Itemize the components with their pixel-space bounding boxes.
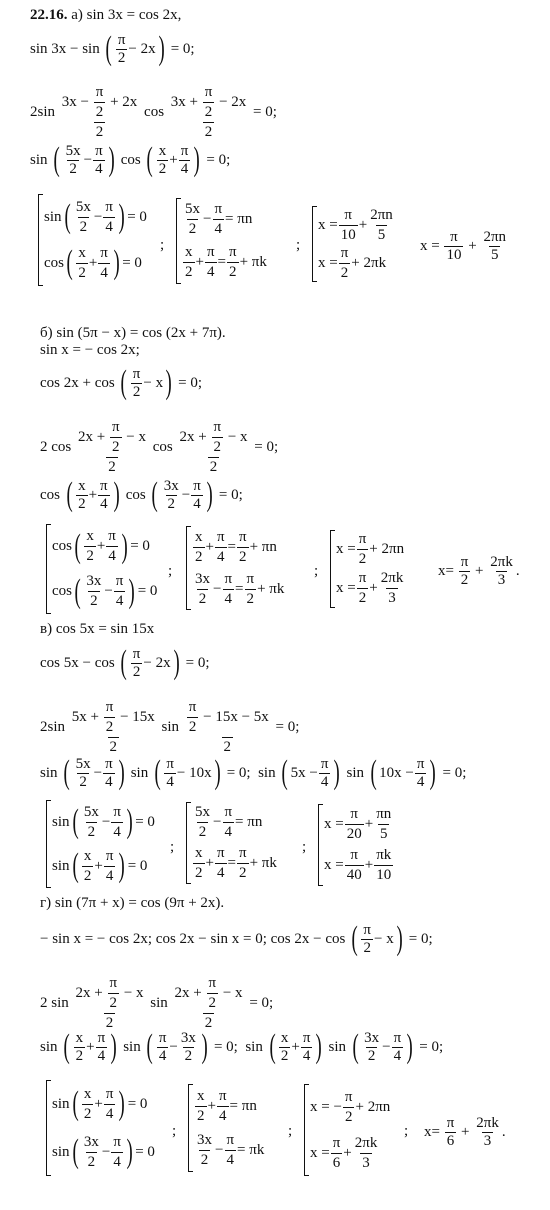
part-a-line-1-end: = 0;	[170, 40, 195, 57]
part-g-line-1-end: = 0;	[408, 930, 433, 947]
part-a-system-1: sin ( 5x 2 − π 4 ) = 0 cos ( x 2 + π 4 ) = 0	[38, 194, 147, 286]
part-b-line-2-text: cos 2x + cos	[40, 374, 115, 391]
part-b-line-2-end: = 0;	[178, 374, 203, 391]
part-v-line-3: sin ( 5x 2 − π 4 ) sin ( π 4 − 10x ) = 0; sin ( 5x − π 4 ) sin ( 10x − π 4 ) = 0;	[40, 754, 467, 791]
problem-number: 22.16.	[30, 7, 68, 23]
part-b-line-4: cos ( x 2 + π 4 ) cos ( 3x 2 − π 4 ) = 0;	[40, 476, 243, 513]
part-g-system-3: x = − π 2 + 2πn x = π 6 + 2πk 3	[304, 1084, 390, 1176]
part-v-label: в) cos 5x = sin 15x	[40, 621, 155, 637]
part-a-label: а) sin 3x = cos 2x,	[71, 7, 182, 23]
part-a-line-3-end: = 0;	[206, 151, 231, 168]
part-a-answer: x = $\frac{\pi}{10}$ + $\frac{2\pi n}{5}$	[420, 229, 507, 263]
part-b-system-2: x 2 + π 4 = π 2 + πn 3x 2 − π 4 = π 2 + πk	[186, 526, 284, 610]
part-a-system-3: x = π 10 + 2πn 5 x = π 2 + 2πk	[312, 206, 396, 282]
part-v-line-1-text: cos 5x − cos	[40, 654, 115, 671]
part-g-line-1-text: − sin x = − cos 2x; cos 2x − sin x = 0; cos 2x − cos	[40, 930, 346, 947]
part-v-system-2: 5x 2 − π 4 = πn x 2 + π 4 = π 2 + πk	[186, 802, 277, 884]
part-v-system-3: x = π 20 + πn 5 x = π 40 + πk 10	[318, 804, 394, 886]
part-g-line-3: sin ( x 2 + π 4 ) sin ( π 4 − 3x 2 ) = 0; sin ( x 2 + π 4 ) sin ( 3x 2 − π 4 ) = 0;	[40, 1028, 444, 1065]
part-v-line-1-end: = 0;	[185, 654, 210, 671]
part-a-line-2: 2sin 3x − $\frac{\pi}{2}$ + 2x 2 cos 3x + $\frac{\pi}{2}$ − 2x 2 = 0;	[30, 84, 277, 140]
part-g-line-2: 2 sin 2x + $\frac{\pi}{2}$ − x 2 sin 2x + $\frac{\pi}{2}$ − x 2 = 0;	[40, 975, 274, 1031]
part-b-answer: x= $\frac{\pi}{2}$ + $\frac{2\pi k}{3}$ .	[438, 554, 520, 588]
part-b-line-1: sin x = − cos 2x;	[40, 342, 140, 358]
part-g-system-1: sin ( x 2 + π 4 ) = 0 sin ( 3x 2 − π 4 ) = 0	[46, 1080, 155, 1176]
part-g-line-1: − sin x = − cos 2x; cos 2x − sin x = 0; cos 2x − cos ( π 2 − x ) = 0;	[40, 920, 433, 957]
part-v-line-2: 2sin 5x + $\frac{\pi}{2}$ − 15x 2 sin $\frac{\pi}{2}$ − 15x − 5x 2 = 0;	[40, 699, 300, 755]
part-b-line-2: cos 2x + cos ( π 2 − x ) = 0;	[40, 364, 203, 401]
part-b-system-3: x = π 2 + 2πn x = π 2 + 2πk 3	[330, 530, 406, 608]
part-v-system-1: sin ( 5x 2 − π 4 ) = 0 sin ( x 2 + π 4 ) = 0	[46, 800, 155, 888]
part-b-line-3: 2 cos 2x + $\frac{\pi}{2}$ − x 2 cos 2x + $\frac{\pi}{2}$ − x 2 = 0;	[40, 419, 279, 475]
part-a-answer-prefix: x =	[420, 238, 440, 254]
part-a-line-1: sin 3x − sin ( π 2 − 2x ) = 0;	[30, 30, 195, 67]
part-a-line-3: sin ( 5x 2 − π 4 ) cos ( x 2 + π 4 ) = 0;	[30, 141, 231, 178]
part-a-system-2: 5x 2 − π 4 = πn x 2 + π 4 = π 2 + πk	[176, 198, 267, 284]
part-v-line-1: cos 5x − cos ( π 2 − 2x ) = 0;	[40, 644, 210, 681]
part-g-system-2: x 2 + π 4 = πn 3x 2 − π 4 = πk	[188, 1084, 264, 1172]
part-b-system-1: cos ( x 2 + π 4 ) = 0 cos ( 3x 2 − π 4 ) = 0	[46, 524, 157, 614]
part-b-label: б) sin (5π − x) = cos (2x + 7π).	[40, 325, 226, 341]
part-a-heading	[30, 8, 181, 23]
part-g-label: г) sin (7π + x) = cos (9π + 2x).	[40, 895, 225, 911]
part-g-answer: x= $\frac{\pi}{6}$ + $\frac{2\pi k}{3}$ .	[424, 1115, 506, 1149]
part-a-line-1-text: sin 3x − sin	[30, 40, 100, 57]
